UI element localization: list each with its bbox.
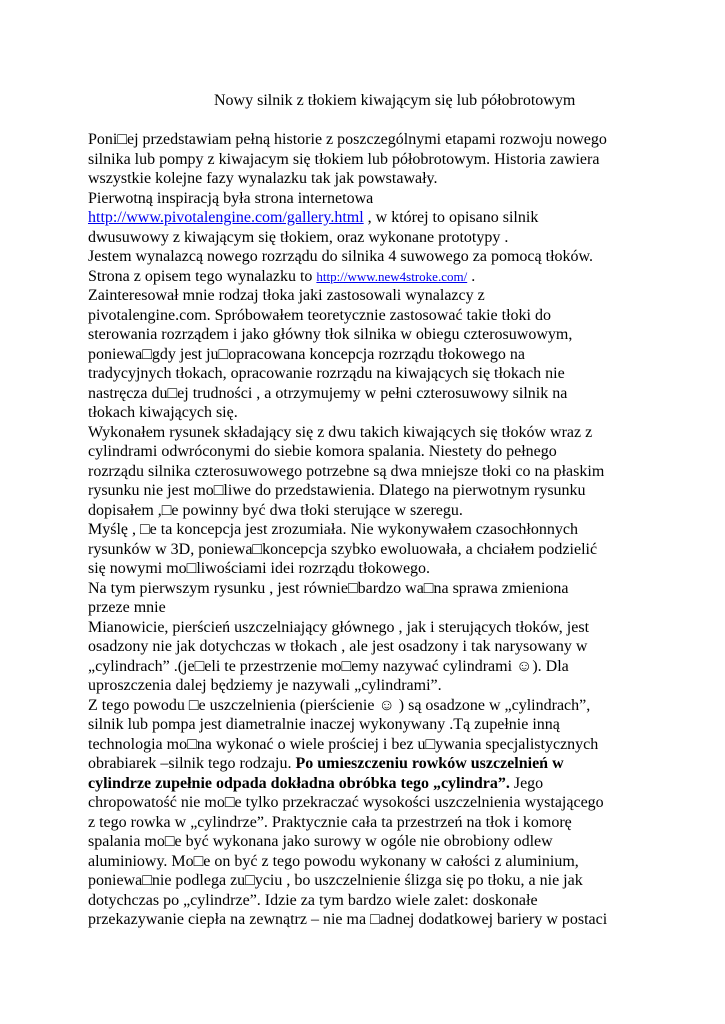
text-segment: Poni□ej przedstawiam pełną historie z poszczególnymi etapami rozwoju nowego — [88, 131, 607, 148]
text-segment: chropowatość nie mo□e tylko przekraczać wysokości uszczelnienia wystającego — [88, 794, 604, 811]
bold-text: cylindrze zupełnie odpada dokładna obróbka tego „cylindra”. — [88, 774, 510, 792]
text-segment: pivotalengine.com. Spróbowałem teoretycznie zastosować takie tłoki do — [88, 306, 551, 324]
hyperlink[interactable]: http://www.pivotalengine.com/gallery.html — [88, 209, 364, 226]
text-segment: silnik lub pompa jest diametralnie inaczej wykonywany .Tą zupełnie inną — [88, 716, 560, 733]
text-segment: Pierwotną inspiracją była strona internetowa — [88, 189, 374, 207]
text-line — [88, 384, 648, 404]
text-line — [88, 813, 648, 833]
text-line — [88, 832, 648, 852]
text-line — [88, 325, 648, 345]
text-segment: poniewa□gdy jest ju□opracowana koncepcja rozrządu tłokowego na — [88, 345, 525, 363]
text-line — [88, 442, 648, 462]
text-segment: cylindrami odwróconymi do siebie komora spalania. Niestety do pełnego — [88, 443, 557, 460]
text-segment: Wykonałem rysunek składający się z dwu takich kiwających się tłoków wraz z — [88, 423, 593, 441]
text-segment: „cylindrach” .(je□eli te przestrzenie mo□emy nazywać cylindrami ☺). Dla — [88, 657, 569, 675]
text-segment: nastręcza du□ej trudności , a otrzymujemy w pełni czterosuwowy silnik na — [88, 384, 568, 402]
text-line — [88, 345, 648, 365]
text-segment: Mianowicie, pierścień uszczelniający głównego , jak i sterujących tłoków, jest — [88, 618, 590, 636]
text-segment: Jego — [509, 774, 544, 792]
text-line — [88, 286, 648, 306]
text-line — [88, 852, 648, 872]
text-line — [88, 715, 648, 735]
text-line — [88, 676, 648, 696]
text-segment: tłokach kiwających się. — [88, 404, 238, 421]
text-line — [88, 871, 648, 891]
text-line — [88, 891, 648, 911]
text-line — [88, 169, 648, 189]
text-line — [88, 754, 648, 774]
text-segment: tradycyjnych tłokach, opracowanie rozrządu na kiwających się tłokach nie — [88, 365, 565, 382]
text-line — [88, 793, 648, 813]
text-line — [88, 364, 648, 384]
text-segment: dwusuwowy z kiwającym się tłokiem, oraz wykonane prototypy . — [88, 228, 509, 246]
text-line — [88, 306, 648, 326]
text-line — [88, 130, 648, 150]
text-segment: osadzony nie jak dotychczas w tłokach , ale jest osadzony i tak narysowany w — [88, 638, 588, 655]
text-line — [88, 189, 648, 209]
text-segment: przekazywanie ciepła na zewnątrz – nie ma □adnej dodatkowej bariery w postaci — [88, 911, 608, 928]
text-segment: . — [467, 267, 476, 285]
text-line — [88, 540, 648, 560]
text-segment: sterowania rozrządem i jako główny tłok silnika w obiegu czterosuwowym, — [88, 326, 573, 343]
text-line — [88, 618, 648, 638]
text-line — [88, 403, 648, 423]
text-segment: się nowymi mo□liwościami idei rozrządu tłokowego. — [88, 560, 431, 577]
text-line — [88, 559, 648, 579]
text-line — [88, 208, 648, 228]
text-segment: , w której to opisano silnik — [363, 209, 539, 226]
text-line — [88, 579, 648, 599]
text-segment: wszystkie kolejne fazy wynalazku tak jak powstawały. — [88, 170, 438, 187]
text-segment: Z tego powodu □e uszczelnienia (pierścienie ☺ ) są osadzone w „cylindrach”, — [88, 696, 591, 714]
text-line — [88, 462, 648, 482]
text-segment: Jestem wynalazcą nowego rozrządu do silnika 4 suwowego za pomocą tłoków. — [88, 248, 594, 265]
bold-text: Po umieszczeniu rowków uszczelnień w — [295, 755, 564, 772]
text-segment: rozrządu silnika czterosuwowego potrzebne są dwa mniejsze tłoki co na płaskim — [88, 462, 605, 480]
text-line — [88, 501, 648, 521]
text-segment: technologia mo□na wykonać o wiele prościej i bez u□ywania specjalistycznych — [88, 735, 599, 753]
text-segment: Na tym pierwszym rysunku , jest równie□bardzo wa□na sprawa zmieniona — [88, 579, 569, 597]
text-line — [88, 228, 648, 248]
text-line — [88, 267, 648, 287]
text-segment: spalania mo□e być wykonana jako surowy w ogóle nie obrobiony odlew — [88, 833, 553, 850]
text-line — [88, 696, 648, 716]
text-segment: Strona z opisem tego wynalazku to — [88, 267, 317, 285]
text-segment: uproszczenia dalej będziemy je nazywali „cylindrami”. — [88, 677, 442, 694]
text-line — [88, 637, 648, 657]
text-line — [88, 657, 648, 677]
text-line — [88, 910, 648, 930]
text-segment: z tego rowka w „cylindrze”. Praktycznie cała ta przestrzeń na tłok i komorę — [88, 813, 572, 831]
text-segment: silnika lub pompy z kiwajacym się tłokiem lub półobrotowym. Historia zawiera — [88, 150, 600, 168]
text-segment: Myślę , □e ta koncepcja jest zrozumiała. Nie wykonywałem czasochłonnych — [88, 521, 578, 538]
text-line — [88, 774, 648, 794]
text-segment: rysunków w 3D, poniewa□koncepcja szybko ewoluowała, a chciałem podzielić — [88, 540, 598, 558]
text-line — [88, 520, 648, 540]
text-line — [88, 247, 648, 267]
document-title: Nowy silnik z tłokiem kiwającym się lub półobrotowym — [214, 92, 576, 109]
text-line — [88, 481, 648, 501]
document-body — [88, 130, 648, 930]
text-segment: aluminiowy. Mo□e on być z tego powodu wykonany w całości z aluminium, — [88, 852, 579, 870]
hyperlink[interactable]: http://www.new4stroke.com/ — [316, 268, 468, 284]
text-segment: dotychczas po „cylindrze”. Idzie za tym bardzo wiele zalet: doskonałe — [88, 891, 538, 909]
text-segment: dopisałem ,□e powinny być dwa tłoki sterujące w szeregu. — [88, 501, 463, 519]
text-line — [88, 598, 648, 618]
text-segment: przeze mnie — [88, 599, 166, 616]
text-segment: rysunku nie jest mo□liwe do przedstawienia. Dlatego na pierwotnym rysunku — [88, 482, 586, 499]
text-line — [88, 423, 648, 443]
text-segment: Zainteresował mnie rodzaj tłoka jaki zastosowali wynalazcy z — [88, 287, 485, 304]
text-segment: poniewa□nie podlega zu□yciu , bo uszczelnienie ślizga się po tłoku, a nie jak — [88, 872, 583, 889]
text-segment: obrabiarek –silnik tego rodzaju. — [88, 755, 296, 772]
text-line — [88, 735, 648, 755]
text-line — [88, 150, 648, 170]
